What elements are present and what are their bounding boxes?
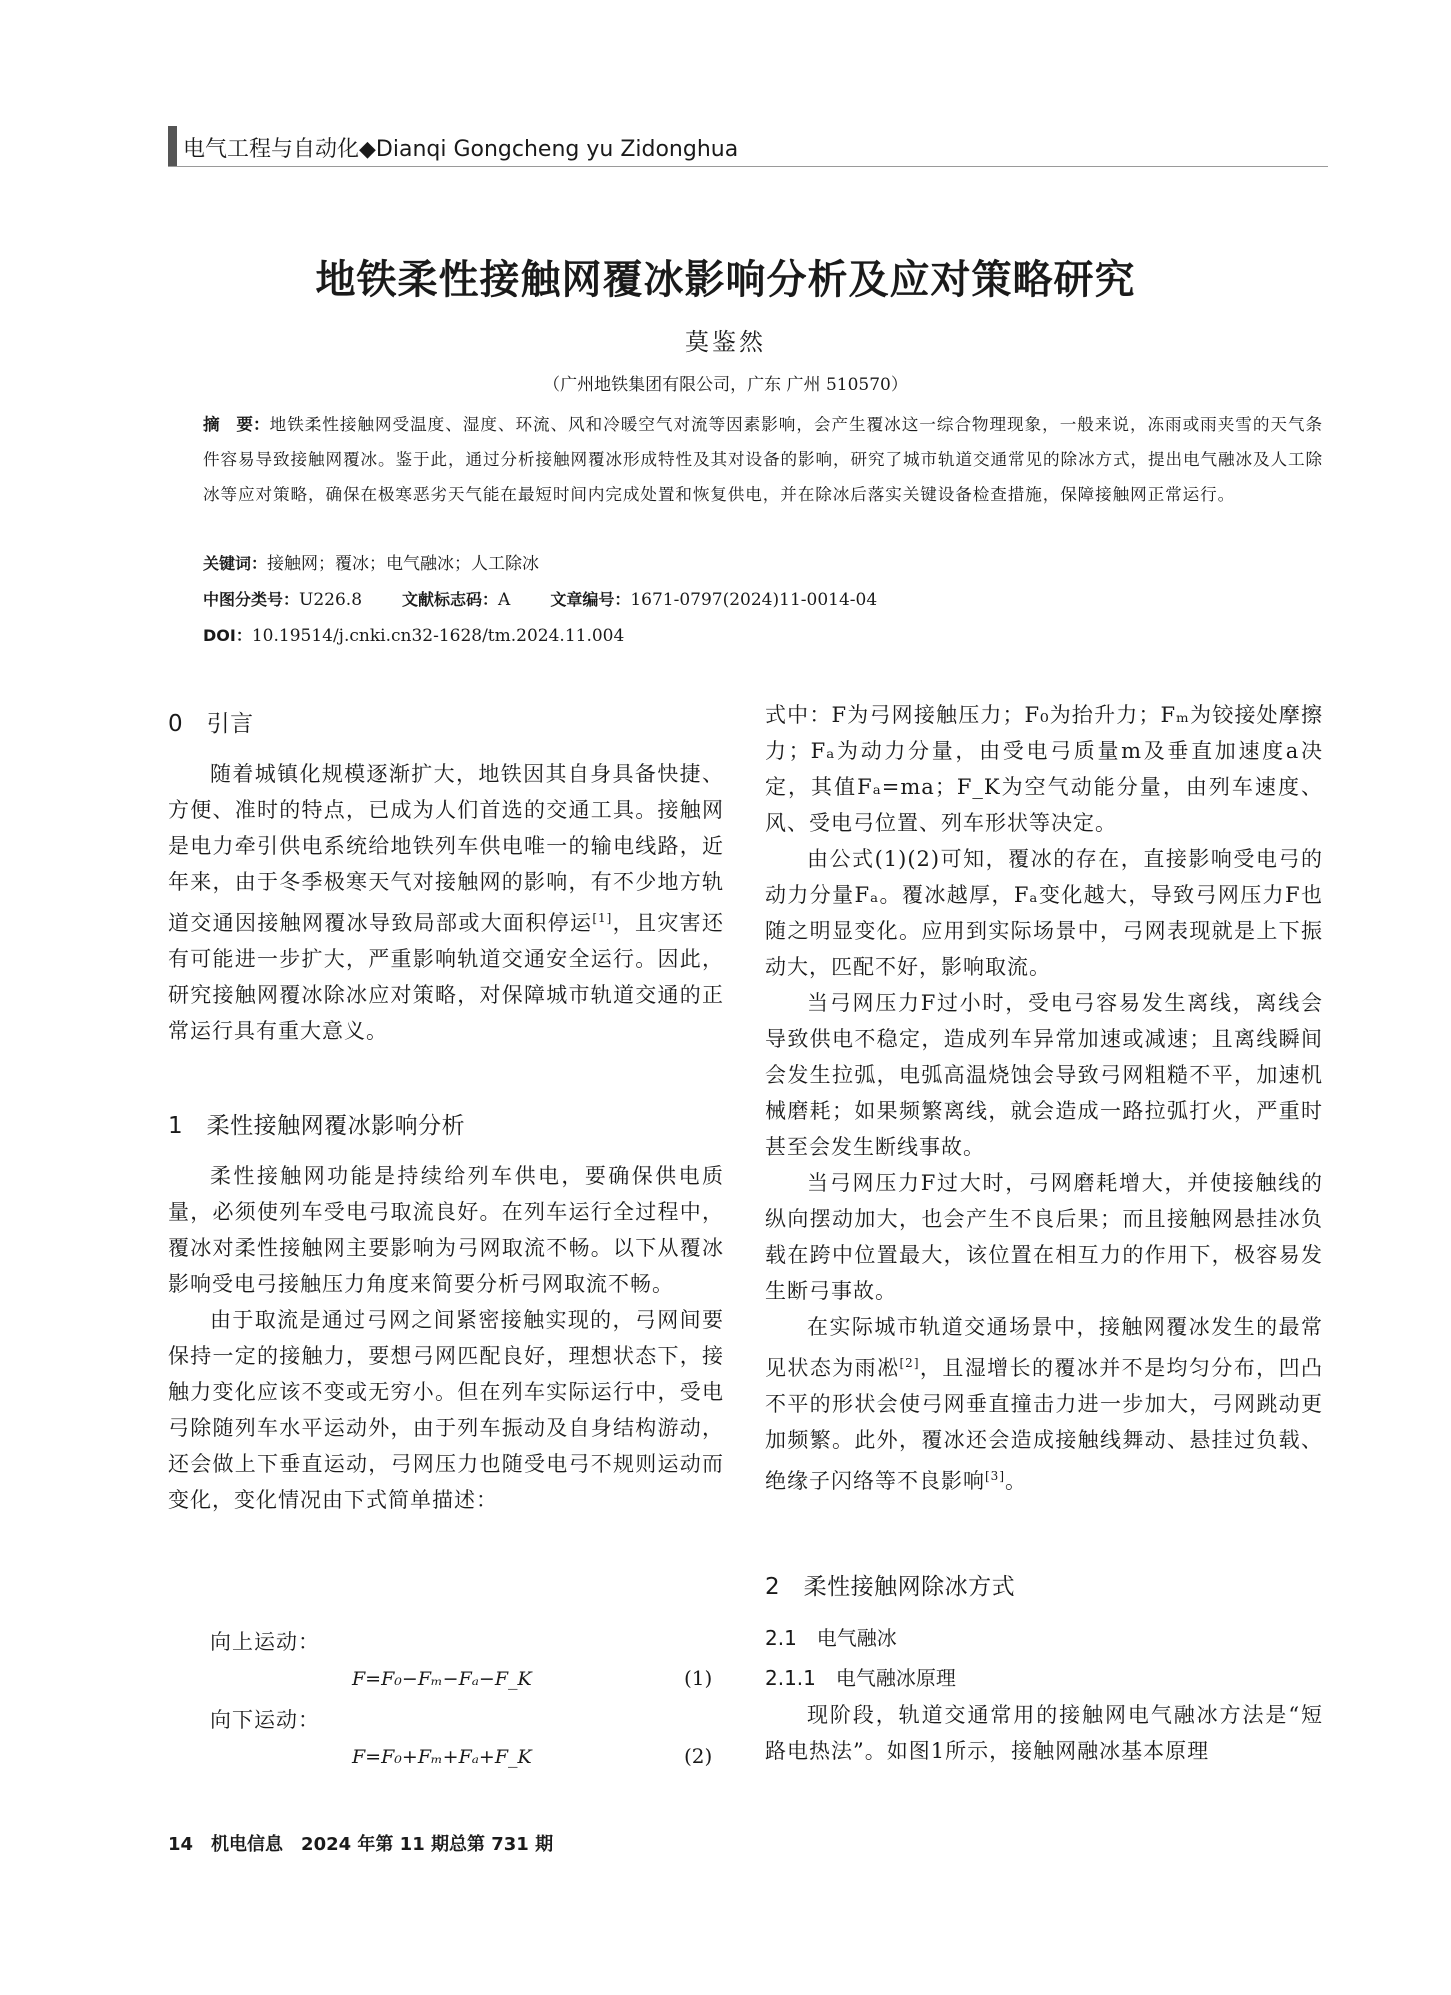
paper-affiliation: （广州地铁集团有限公司，广东 广州 510570） — [543, 375, 908, 395]
section-2-1-heading: 2.1 电气融冰 — [765, 1626, 897, 1650]
abstract-block — [203, 407, 1323, 512]
classification-line — [203, 587, 877, 610]
equation-2: F=F₀+Fₘ+Fₐ+F_K — [352, 1746, 532, 1768]
journal-header: 电气工程与自动化◆Dianqi Gongcheng yu Zidonghua — [183, 137, 739, 162]
equation-1-number: (1) — [684, 1666, 713, 1690]
abstract-text: 地铁柔性接触网受温度、湿度、环流、风和冷暖空气对流等因素影响，会产生覆冰这一综合物理现象，一般来说，冻雨或雨夹雪的天气条件容易导致接触网覆冰。鉴于此，通过分析接触网覆冰形成特性及其对设备的影响，研究了城市轨道交通常见的除冰方式，提出电气融冰及人工除冰等应对策略，确保在极寒恶劣天气能在最短时间内完成处置和恢复供电，并在除冰后落实关键设备检查措施，保障接触网正常运行。 — [203, 415, 1324, 504]
equation-1: F=F₀−Fₘ−Fₐ−F_K — [352, 1668, 532, 1690]
paragraph: 现阶段，轨道交通常用的接触网电气融冰方法是“短路电热法”。如图1所示，接触网融冰基本原理 — [765, 1703, 1323, 1763]
paragraph: 柔性接触网功能是持续给列车供电，要确保供电质量，必须使列车受电弓取流良好。在列车运行全过程中，覆冰对柔性接触网主要影响为弓网取流不畅。以下从覆冰影响受电弓接触压力角度来简要分析弓网取流不畅。 — [168, 1164, 724, 1296]
intro-text-end: ，且灾害还有可能进一步扩大，严重影响轨道交通安全运行。因此，研究接触网覆冰除冰应对策略，对保障城市轨道交通的正常运行具有重大意义。 — [168, 911, 725, 1043]
ref-1: [1] — [592, 911, 613, 925]
section-2-heading: 2 柔性接触网除冰方式 — [765, 1574, 1016, 1600]
paragraph: 当弓网压力F过大时，弓网磨耗增大，并使接触线的纵向摆动加大，也会产生不良后果；而且接触网悬挂冰负载在跨中位置最大，该位置在相互力的作用下，极容易发生断弓事故。 — [765, 1171, 1323, 1303]
keywords-label: 关键词： — [203, 554, 268, 573]
section-1-body — [168, 1158, 724, 1518]
ref-3: [3] — [985, 1469, 1005, 1483]
clc-label: 中图分类号： — [203, 590, 300, 609]
paragraph-with-refs — [765, 1309, 1323, 1499]
keywords-line — [203, 549, 539, 574]
paragraph: 由公式(1)(2)可知，覆冰的存在，直接影响受电弓的动力分量Fₐ。覆冰越厚，Fₐ变化越大，导致弓网压力F也随之明显变化。应用到实际场景中，弓网表现就是上下振动大，匹配不好，影响取流。 — [765, 847, 1323, 979]
paragraph: 式中：F为弓网接触压力；F₀为抬升力；Fₘ为铰接处摩擦力；Fₐ为动力分量，由受电弓质量m及垂直加速度a决定，其值Fₐ=ma；F_K为空气动能分量，由列车速度、风、受电弓位置、列车形状等决定。 — [765, 703, 1323, 835]
abstract-label: 摘 要： — [203, 415, 270, 434]
section-0-heading: 0 引言 — [168, 711, 254, 737]
header-rule — [168, 166, 1328, 167]
paragraph: 由于取流是通过弓网之间紧密接触实现的，弓网间要保持一定的接触力，要想弓网匹配良好，理想状态下，接触力变化应该不变或无穷小。但在列车实际运行中，受电弓除随列车水平运动外，由于列车振动及自身结构游动，还会做上下垂直运动，弓网压力也随受电弓不规则运动而变化，变化情况由下式简单描述： — [168, 1308, 724, 1512]
right-column-body — [765, 697, 1323, 1499]
equation-2-number: (2) — [684, 1744, 713, 1768]
section-2-1-1-heading: 2.1.1 电气融冰原理 — [765, 1666, 956, 1690]
upward-motion-label: 向上运动： — [210, 1630, 320, 1654]
doi-value: 10.19514/j.cnki.cn32-1628/tm.2024.11.004 — [251, 626, 625, 646]
article-no-value: 1671-0797(2024)11-0014-04 — [630, 590, 878, 610]
section-2-1-1-body — [765, 1697, 1323, 1769]
paragraph-text: 在实际城市轨道交通场景中，接触网覆冰发生的最常见状态为雨凇 — [765, 1315, 1323, 1380]
page-footer: 14 机电信息 2024 年第 11 期总第 731 期 — [168, 1834, 554, 1855]
doc-code-label: 文献标志码： — [402, 590, 499, 609]
doc-code-value: A — [498, 590, 511, 610]
intro-text: 随着城镇化规模逐渐扩大，地铁因其自身具备快捷、方便、准时的特点，已成为人们首选的交通工具。接触网是电力牵引供电系统给地铁列车供电唯一的输电线路，近年来，由于冬季极寒天气对接触网的影响，有不少地方轨道交通因接触网覆冰导致局部或大面积停运 — [168, 762, 724, 935]
doi-line — [203, 623, 624, 646]
intro-paragraph — [168, 756, 724, 1049]
paragraph: 当弓网压力F过小时，受电弓容易发生离线，离线会导致供电不稳定，造成列车异常加速或减速；且离线瞬间会发生拉弧，电弧高温烧蚀会导致弓网粗糙不平，加速机械磨耗；如果频繁离线，就会造成一路拉弧打火，严重时甚至会发生断线事故。 — [765, 991, 1323, 1159]
header-accent-bar — [168, 126, 177, 166]
paper-title: 地铁柔性接触网覆冰影响分析及应对策略研究 — [315, 257, 1136, 303]
paragraph-text-mid: ，且湿增长的覆冰并不是均匀分布，凹凸不平的形状会使弓网垂直撞击力进一步加大，弓网跳动更加频繁。此外，覆冰还会造成接触线舞动、悬挂过负载、绝缘子闪络等不良影响 — [765, 1356, 1323, 1493]
doi-label: DOI： — [203, 626, 252, 645]
section-1-heading: 1 柔性接触网覆冰影响分析 — [168, 1113, 466, 1139]
paragraph-text-end: 。 — [1005, 1469, 1027, 1493]
ref-2: [2] — [899, 1356, 920, 1370]
clc-value: U226.8 — [299, 590, 363, 610]
paper-author: 莫鉴然 — [685, 328, 766, 356]
keywords-text: 接触网；覆冰；电气融冰；人工除冰 — [267, 554, 540, 574]
article-no-label: 文章编号： — [550, 590, 631, 609]
downward-motion-label: 向下运动： — [210, 1708, 320, 1732]
